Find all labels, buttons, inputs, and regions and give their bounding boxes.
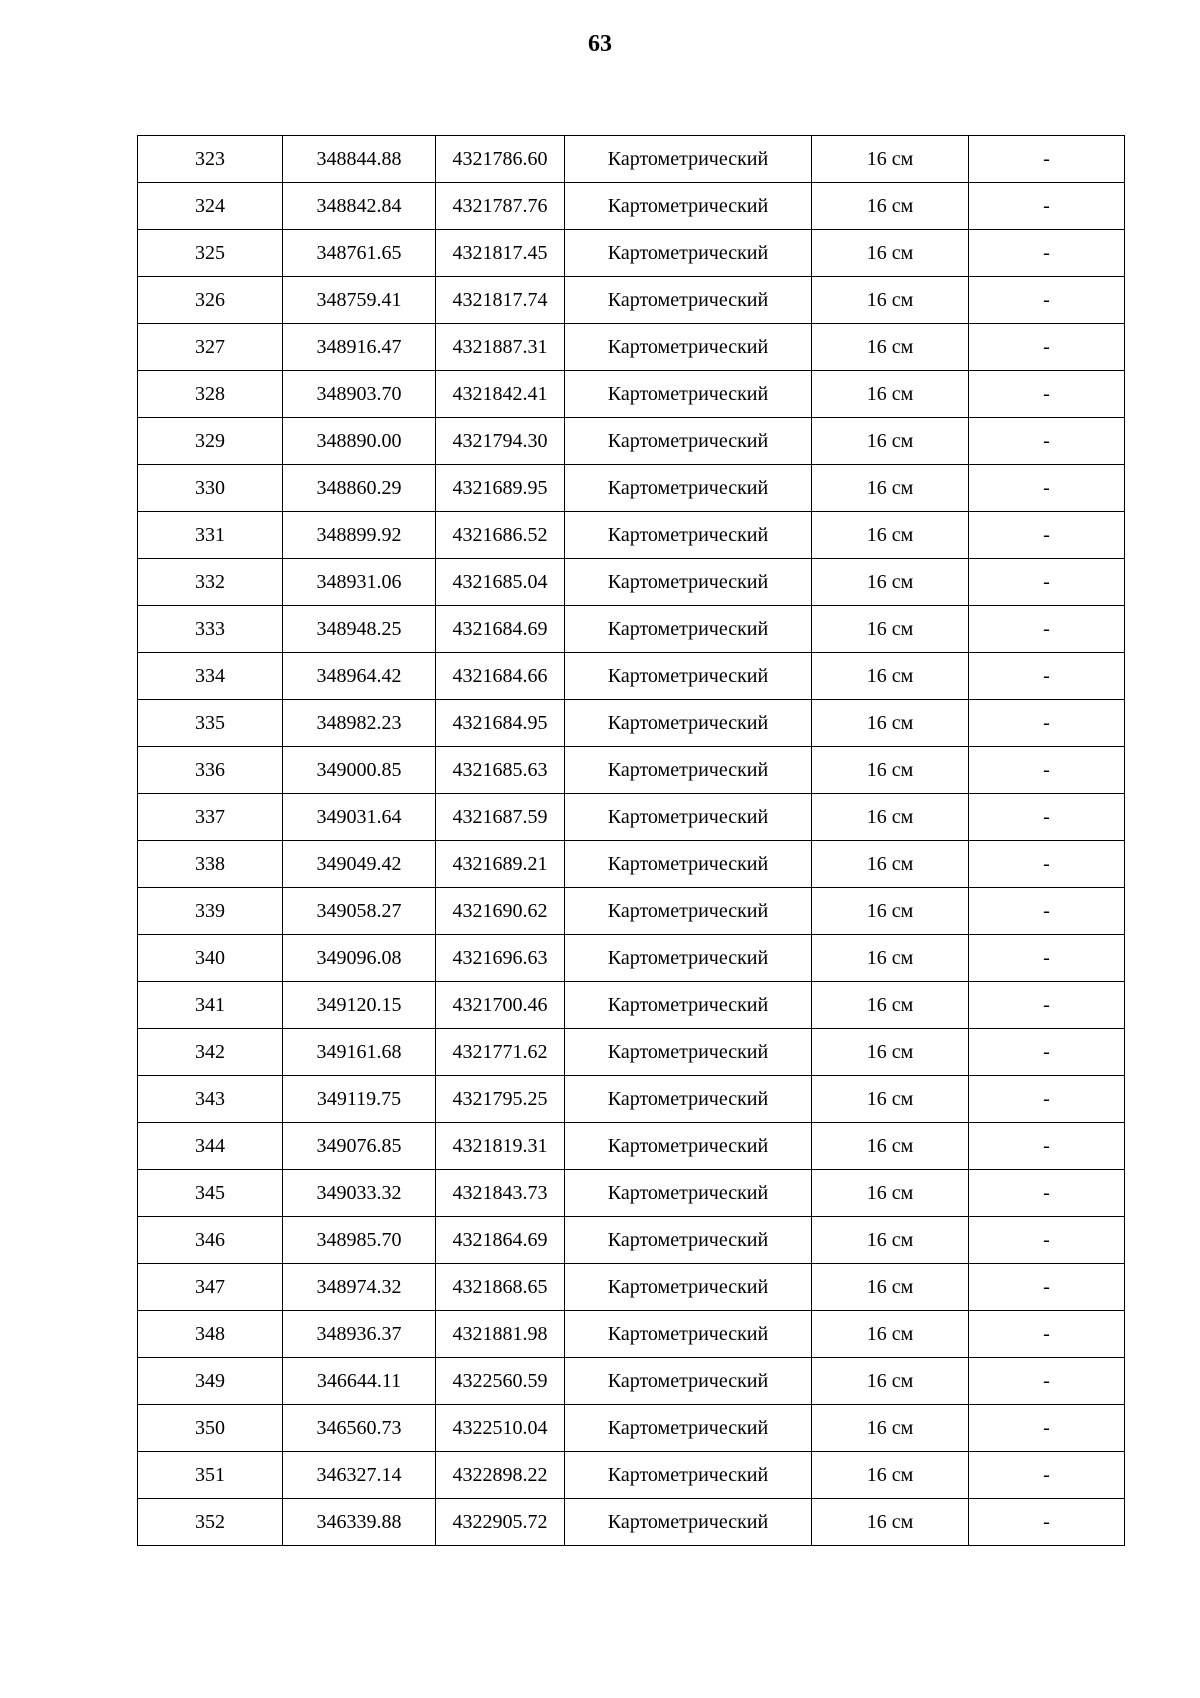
accuracy-cell: 16 см (812, 1076, 969, 1123)
method-cell: Картометрический (565, 324, 812, 371)
y-coordinate-cell: 4321689.21 (436, 841, 565, 888)
method-cell: Картометрический (565, 1264, 812, 1311)
method-cell: Картометрический (565, 982, 812, 1029)
method-cell: Картометрический (565, 1499, 812, 1546)
point-number-cell: 329 (138, 418, 283, 465)
note-cell: - (969, 794, 1125, 841)
method-cell: Картометрический (565, 183, 812, 230)
method-cell: Картометрический (565, 935, 812, 982)
table-row (138, 700, 1125, 747)
table-row (138, 1029, 1125, 1076)
accuracy-cell: 16 см (812, 230, 969, 277)
note-cell: - (969, 1452, 1125, 1499)
note-cell: - (969, 512, 1125, 559)
point-number-cell: 343 (138, 1076, 283, 1123)
accuracy-cell: 16 см (812, 606, 969, 653)
accuracy-cell: 16 см (812, 277, 969, 324)
note-cell: - (969, 277, 1125, 324)
x-coordinate-cell: 349000.85 (283, 747, 436, 794)
x-coordinate-cell: 348985.70 (283, 1217, 436, 1264)
y-coordinate-cell: 4321685.04 (436, 559, 565, 606)
x-coordinate-cell: 348761.65 (283, 230, 436, 277)
point-number-cell: 342 (138, 1029, 283, 1076)
x-coordinate-cell: 348844.88 (283, 136, 436, 183)
y-coordinate-cell: 4321684.95 (436, 700, 565, 747)
method-cell: Картометрический (565, 1452, 812, 1499)
method-cell: Картометрический (565, 371, 812, 418)
x-coordinate-cell: 349076.85 (283, 1123, 436, 1170)
note-cell: - (969, 1311, 1125, 1358)
x-coordinate-cell: 348982.23 (283, 700, 436, 747)
y-coordinate-cell: 4321771.62 (436, 1029, 565, 1076)
point-number-cell: 332 (138, 559, 283, 606)
page-number: 63 (588, 31, 612, 57)
point-number-cell: 350 (138, 1405, 283, 1452)
method-cell: Картометрический (565, 606, 812, 653)
y-coordinate-cell: 4321795.25 (436, 1076, 565, 1123)
note-cell: - (969, 230, 1125, 277)
accuracy-cell: 16 см (812, 371, 969, 418)
table-row (138, 183, 1125, 230)
table-row (138, 230, 1125, 277)
y-coordinate-cell: 4321794.30 (436, 418, 565, 465)
note-cell: - (969, 841, 1125, 888)
x-coordinate-cell: 348759.41 (283, 277, 436, 324)
table-row (138, 1358, 1125, 1405)
accuracy-cell: 16 см (812, 1452, 969, 1499)
accuracy-cell: 16 см (812, 324, 969, 371)
y-coordinate-cell: 4321817.74 (436, 277, 565, 324)
x-coordinate-cell: 349033.32 (283, 1170, 436, 1217)
accuracy-cell: 16 см (812, 841, 969, 888)
table-row (138, 935, 1125, 982)
note-cell: - (969, 1217, 1125, 1264)
point-number-cell: 328 (138, 371, 283, 418)
y-coordinate-cell: 4321787.76 (436, 183, 565, 230)
y-coordinate-cell: 4321786.60 (436, 136, 565, 183)
point-number-cell: 335 (138, 700, 283, 747)
method-cell: Картометрический (565, 1076, 812, 1123)
note-cell: - (969, 1170, 1125, 1217)
coordinates-table-body (138, 136, 1125, 1546)
point-number-cell: 339 (138, 888, 283, 935)
method-cell: Картометрический (565, 1217, 812, 1264)
method-cell: Картометрический (565, 1405, 812, 1452)
x-coordinate-cell: 348890.00 (283, 418, 436, 465)
note-cell: - (969, 1076, 1125, 1123)
table-row (138, 1076, 1125, 1123)
point-number-cell: 338 (138, 841, 283, 888)
coordinates-table (137, 135, 1125, 1546)
note-cell: - (969, 982, 1125, 1029)
accuracy-cell: 16 см (812, 1029, 969, 1076)
point-number-cell: 346 (138, 1217, 283, 1264)
point-number-cell: 331 (138, 512, 283, 559)
y-coordinate-cell: 4321868.65 (436, 1264, 565, 1311)
point-number-cell: 341 (138, 982, 283, 1029)
note-cell: - (969, 1358, 1125, 1405)
method-cell: Картометрический (565, 888, 812, 935)
method-cell: Картометрический (565, 700, 812, 747)
y-coordinate-cell: 4321696.63 (436, 935, 565, 982)
accuracy-cell: 16 см (812, 183, 969, 230)
method-cell: Картометрический (565, 277, 812, 324)
y-coordinate-cell: 4321864.69 (436, 1217, 565, 1264)
y-coordinate-cell: 4321690.62 (436, 888, 565, 935)
accuracy-cell: 16 см (812, 1217, 969, 1264)
note-cell: - (969, 1264, 1125, 1311)
x-coordinate-cell: 348931.06 (283, 559, 436, 606)
table-row (138, 136, 1125, 183)
method-cell: Картометрический (565, 1123, 812, 1170)
accuracy-cell: 16 см (812, 559, 969, 606)
accuracy-cell: 16 см (812, 1405, 969, 1452)
x-coordinate-cell: 348974.32 (283, 1264, 436, 1311)
method-cell: Картометрический (565, 747, 812, 794)
point-number-cell: 325 (138, 230, 283, 277)
method-cell: Картометрический (565, 1358, 812, 1405)
table-row (138, 747, 1125, 794)
y-coordinate-cell: 4322905.72 (436, 1499, 565, 1546)
y-coordinate-cell: 4322898.22 (436, 1452, 565, 1499)
y-coordinate-cell: 4321842.41 (436, 371, 565, 418)
y-coordinate-cell: 4321685.63 (436, 747, 565, 794)
x-coordinate-cell: 349049.42 (283, 841, 436, 888)
note-cell: - (969, 653, 1125, 700)
method-cell: Картометрический (565, 136, 812, 183)
y-coordinate-cell: 4321881.98 (436, 1311, 565, 1358)
table-row (138, 465, 1125, 512)
x-coordinate-cell: 348842.84 (283, 183, 436, 230)
accuracy-cell: 16 см (812, 888, 969, 935)
accuracy-cell: 16 см (812, 653, 969, 700)
method-cell: Картометрический (565, 1029, 812, 1076)
table-row (138, 841, 1125, 888)
table-row (138, 1405, 1125, 1452)
note-cell: - (969, 371, 1125, 418)
table-row (138, 1217, 1125, 1264)
point-number-cell: 340 (138, 935, 283, 982)
y-coordinate-cell: 4321684.66 (436, 653, 565, 700)
x-coordinate-cell: 348964.42 (283, 653, 436, 700)
point-number-cell: 334 (138, 653, 283, 700)
note-cell: - (969, 418, 1125, 465)
note-cell: - (969, 324, 1125, 371)
table-row (138, 1452, 1125, 1499)
point-number-cell: 347 (138, 1264, 283, 1311)
x-coordinate-cell: 348903.70 (283, 371, 436, 418)
x-coordinate-cell: 348916.47 (283, 324, 436, 371)
accuracy-cell: 16 см (812, 1123, 969, 1170)
table-row (138, 324, 1125, 371)
y-coordinate-cell: 4321843.73 (436, 1170, 565, 1217)
accuracy-cell: 16 см (812, 794, 969, 841)
x-coordinate-cell: 346339.88 (283, 1499, 436, 1546)
method-cell: Картометрический (565, 418, 812, 465)
method-cell: Картометрический (565, 794, 812, 841)
table-row (138, 1170, 1125, 1217)
table-row (138, 888, 1125, 935)
note-cell: - (969, 1029, 1125, 1076)
y-coordinate-cell: 4321689.95 (436, 465, 565, 512)
table-row (138, 982, 1125, 1029)
accuracy-cell: 16 см (812, 1358, 969, 1405)
note-cell: - (969, 183, 1125, 230)
table-row (138, 371, 1125, 418)
table-row (138, 1123, 1125, 1170)
y-coordinate-cell: 4321686.52 (436, 512, 565, 559)
note-cell: - (969, 1405, 1125, 1452)
note-cell: - (969, 559, 1125, 606)
note-cell: - (969, 1123, 1125, 1170)
accuracy-cell: 16 см (812, 935, 969, 982)
table-row (138, 606, 1125, 653)
y-coordinate-cell: 4322510.04 (436, 1405, 565, 1452)
point-number-cell: 336 (138, 747, 283, 794)
table-row (138, 1264, 1125, 1311)
table-row (138, 277, 1125, 324)
point-number-cell: 348 (138, 1311, 283, 1358)
x-coordinate-cell: 349119.75 (283, 1076, 436, 1123)
method-cell: Картометрический (565, 841, 812, 888)
point-number-cell: 323 (138, 136, 283, 183)
note-cell: - (969, 700, 1125, 747)
y-coordinate-cell: 4321687.59 (436, 794, 565, 841)
table-row (138, 512, 1125, 559)
table-row (138, 559, 1125, 606)
point-number-cell: 333 (138, 606, 283, 653)
x-coordinate-cell: 348899.92 (283, 512, 436, 559)
table-row (138, 1499, 1125, 1546)
table-row (138, 794, 1125, 841)
point-number-cell: 352 (138, 1499, 283, 1546)
method-cell: Картометрический (565, 559, 812, 606)
method-cell: Картометрический (565, 1311, 812, 1358)
table-row (138, 653, 1125, 700)
point-number-cell: 345 (138, 1170, 283, 1217)
point-number-cell: 349 (138, 1358, 283, 1405)
x-coordinate-cell: 349096.08 (283, 935, 436, 982)
note-cell: - (969, 465, 1125, 512)
y-coordinate-cell: 4321819.31 (436, 1123, 565, 1170)
x-coordinate-cell: 349161.68 (283, 1029, 436, 1076)
accuracy-cell: 16 см (812, 1311, 969, 1358)
point-number-cell: 324 (138, 183, 283, 230)
point-number-cell: 337 (138, 794, 283, 841)
point-number-cell: 330 (138, 465, 283, 512)
x-coordinate-cell: 349031.64 (283, 794, 436, 841)
accuracy-cell: 16 см (812, 747, 969, 794)
note-cell: - (969, 1499, 1125, 1546)
x-coordinate-cell: 346644.11 (283, 1358, 436, 1405)
table-row (138, 418, 1125, 465)
method-cell: Картометрический (565, 1170, 812, 1217)
method-cell: Картометрический (565, 512, 812, 559)
x-coordinate-cell: 346327.14 (283, 1452, 436, 1499)
accuracy-cell: 16 см (812, 512, 969, 559)
y-coordinate-cell: 4321817.45 (436, 230, 565, 277)
x-coordinate-cell: 349120.15 (283, 982, 436, 1029)
note-cell: - (969, 606, 1125, 653)
point-number-cell: 326 (138, 277, 283, 324)
point-number-cell: 344 (138, 1123, 283, 1170)
x-coordinate-cell: 348936.37 (283, 1311, 436, 1358)
accuracy-cell: 16 см (812, 418, 969, 465)
method-cell: Картометрический (565, 465, 812, 512)
x-coordinate-cell: 348860.29 (283, 465, 436, 512)
method-cell: Картометрический (565, 230, 812, 277)
accuracy-cell: 16 см (812, 1264, 969, 1311)
accuracy-cell: 16 см (812, 982, 969, 1029)
method-cell: Картометрический (565, 653, 812, 700)
y-coordinate-cell: 4321684.69 (436, 606, 565, 653)
point-number-cell: 351 (138, 1452, 283, 1499)
note-cell: - (969, 935, 1125, 982)
point-number-cell: 327 (138, 324, 283, 371)
accuracy-cell: 16 см (812, 700, 969, 747)
y-coordinate-cell: 4321700.46 (436, 982, 565, 1029)
accuracy-cell: 16 см (812, 1170, 969, 1217)
note-cell: - (969, 888, 1125, 935)
x-coordinate-cell: 348948.25 (283, 606, 436, 653)
y-coordinate-cell: 4322560.59 (436, 1358, 565, 1405)
y-coordinate-cell: 4321887.31 (436, 324, 565, 371)
accuracy-cell: 16 см (812, 136, 969, 183)
accuracy-cell: 16 см (812, 465, 969, 512)
note-cell: - (969, 136, 1125, 183)
note-cell: - (969, 747, 1125, 794)
x-coordinate-cell: 346560.73 (283, 1405, 436, 1452)
accuracy-cell: 16 см (812, 1499, 969, 1546)
table-row (138, 1311, 1125, 1358)
x-coordinate-cell: 349058.27 (283, 888, 436, 935)
